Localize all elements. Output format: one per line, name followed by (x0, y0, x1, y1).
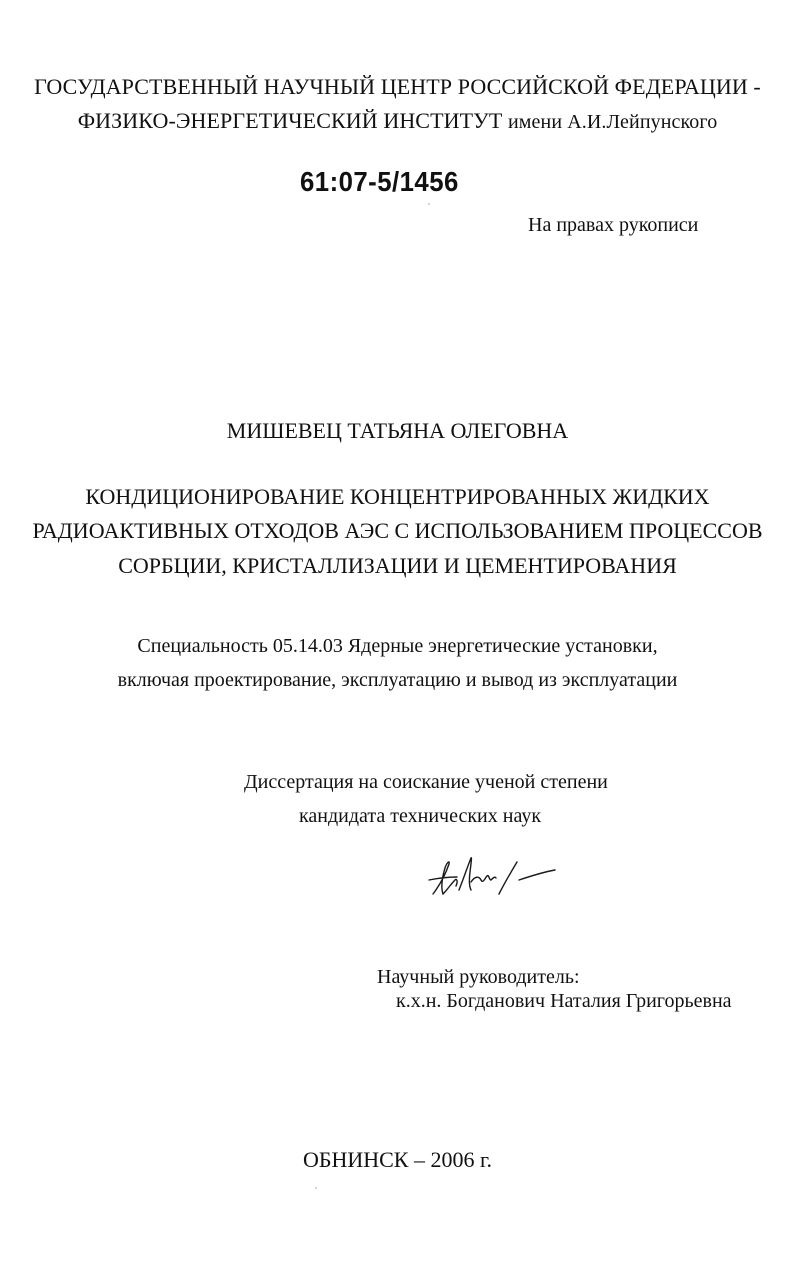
rights-note: На правах рукописи (528, 214, 699, 236)
institution-line-1: ГОСУДАРСТВЕННЫЙ НАУЧНЫЙ ЦЕНТР РОССИЙСКОЙ ФЕДЕРАЦИИ - (34, 74, 761, 99)
thesis-title-line-3: СОРБЦИИ, КРИСТАЛЛИЗАЦИИ И ЦЕМЕНТИРОВАНИЯ (118, 553, 677, 578)
paper-speck (428, 203, 430, 205)
thesis-title-line-2: РАДИОАКТИВНЫХ ОТХОДОВ АЭС С ИСПОЛЬЗОВАНИЕМ ПРОЦЕССОВ (32, 518, 763, 543)
author-name: МИШЕВЕЦ ТАТЬЯНА ОЛЕГОВНА (226, 418, 569, 443)
city-year: ОБНИНСК – 2006 г. (302, 1147, 493, 1172)
thesis-title-line-1: КОНДИЦИОНИРОВАНИЕ КОНЦЕНТРИРОВАННЫХ ЖИДКИХ (85, 484, 710, 509)
author-signature (425, 850, 560, 905)
paper-speck (315, 1187, 317, 1189)
specialty-line-1: Специальность 05.14.03 Ядерные энергетические установки, (137, 635, 658, 657)
advisor-name: к.х.н. Богданович Наталия Григорьевна (396, 990, 732, 1012)
dissertation-line-1: Диссертация на соискание ученой степени (244, 771, 608, 793)
institution-named-after: имени А.И.Лейпунского (507, 111, 718, 133)
archive-stamp-code: 61:07-5/1456 (300, 166, 459, 197)
institution-line-2 (0, 108, 795, 134)
dissertation-line-2: кандидата технических наук (299, 805, 542, 827)
institution-name: ФИЗИКО-ЭНЕРГЕТИЧЕСКИЙ ИНСТИТУТ (77, 108, 503, 133)
specialty-line-2: включая проектирование, эксплуатацию и вывод из эксплуатации (117, 669, 678, 691)
advisor-label: Научный руководитель: (377, 966, 580, 988)
